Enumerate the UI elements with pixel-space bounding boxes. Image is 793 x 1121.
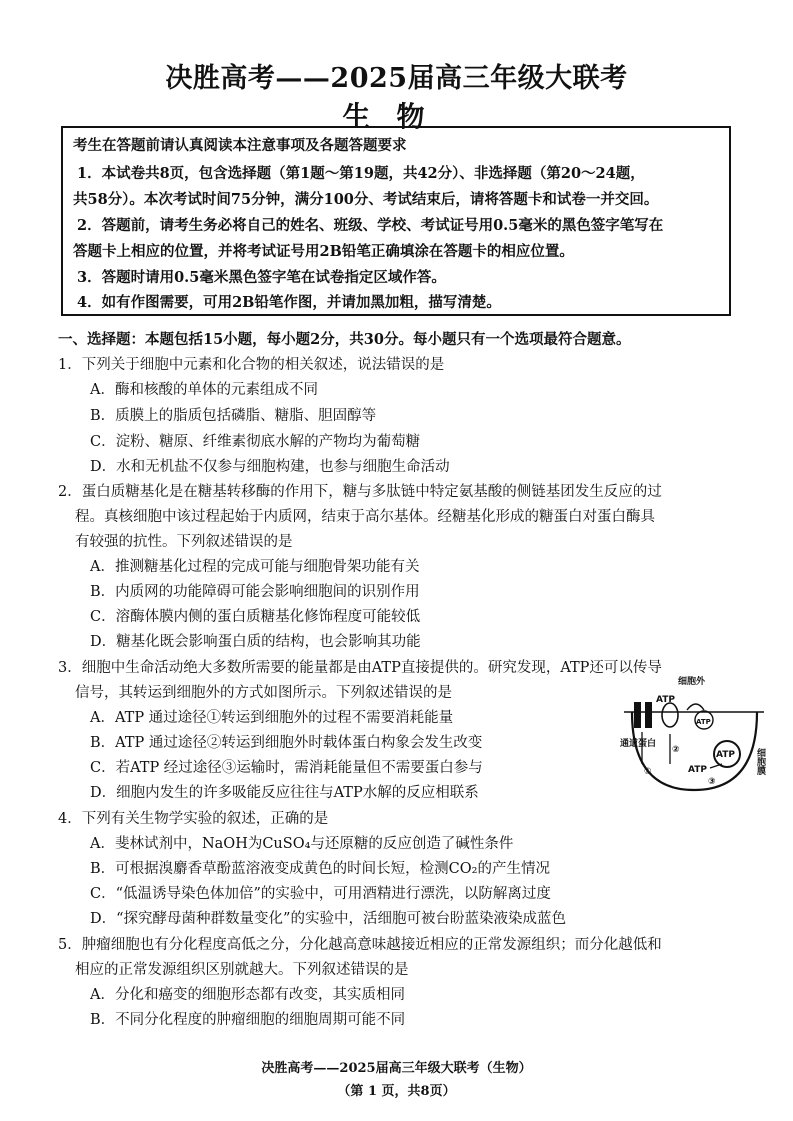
notice-line: 答题卡上相应的位置，并将考试证号用2B铅笔正确填涂在答题卡的相应位置。 — [73, 243, 574, 260]
section-heading: 一、选择题：本题包括15小题，每小题2分，共30分。每小题只有一个选项最符合题意。 — [58, 331, 631, 348]
question-5-stem: 相应的正常发源组织区别就越大。下列叙述错误的是 — [75, 962, 409, 978]
question-3-option-a: A．ATP 通过途径①转运到细胞外的过程不需要消耗能量 — [90, 710, 454, 726]
notice-heading: 考生在答题前请认真阅读本注意事项及各题答题要求 — [73, 137, 407, 154]
label-path-1: ① — [644, 767, 652, 777]
question-4-option-a: A．斐林试剂中，NaOH为CuSO₄与还原糖的反应创造了碱性条件 — [90, 836, 514, 852]
question-4-option-b: B．可根据溴麝香草酚蓝溶液变成黄色的时间长短，检测CO₂的产生情况 — [90, 861, 550, 877]
question-2-option-b: B．内质网的功能障碍可能会影响细胞间的识别作用 — [90, 584, 420, 600]
label-channel-protein: 通道蛋白 — [620, 739, 657, 749]
label-outside: 细胞外 — [678, 677, 706, 687]
question-5-option-b: B．不同分化程度的肿瘤细胞的细胞周期可能不同 — [90, 1012, 406, 1028]
notice-box — [61, 126, 731, 316]
notice-line: 1．本试卷共8页，包含选择题（第1题～第19题，共42分）、非选择题（第20～24题， — [77, 165, 645, 182]
label-atp-top: ATP — [696, 718, 711, 726]
label-atp-outside: ATP — [656, 695, 676, 705]
question-3-option-b: B．ATP 通过途径②转运到细胞外时载体蛋白构象会发生改变 — [90, 735, 483, 751]
label-path-3: ③ — [708, 777, 716, 787]
notice-line: 4．如有作图需要，可用2B铅笔作图，并请加黑加粗，描写清楚。 — [77, 294, 501, 311]
page-footer-number: （第 1 页，共8页） — [337, 1084, 456, 1099]
notice-line: 3．答题时请用0.5毫米黑色签字笔在试卷指定区域作答。 — [77, 269, 446, 286]
question-2-stem: 程。真核细胞中该过程起始于内质网，结束于高尔基体。经糖基化形成的糖蛋白对蛋白酶具 — [75, 509, 655, 525]
page-footer-title: 决胜高考——2025届高三年级大联考（生物） — [261, 1061, 532, 1076]
channel-protein-right — [645, 702, 652, 728]
question-4-option-d: D．“探究酵母菌种群数量变化”的实验中，活细胞可被台盼蓝染液染成蓝色 — [90, 911, 566, 927]
question-2-option-c: C．溶酶体膜内侧的蛋白质糖基化修饰程度可能较低 — [90, 609, 421, 625]
question-1-option-d: D．水和无机盐不仅参与细胞构建，也参与细胞生命活动 — [90, 459, 450, 475]
atp-transport-svg — [612, 672, 772, 802]
exam-subject: 生物 — [342, 100, 451, 133]
question-4-option-c: C．“低温诱导染色体加倍”的实验中，可用酒精进行漂洗，以防解离过度 — [90, 886, 551, 902]
label-path-2: ② — [672, 745, 680, 755]
question-2-option-a: A．推测糖基化过程的完成可能与细胞骨架功能有关 — [90, 559, 420, 575]
exam-title: 决胜高考——2025届高三年级大联考 — [165, 63, 628, 94]
question-1-option-c: C．淀粉、糖原、纤维素彻底水解的产物均为葡萄糖 — [90, 434, 421, 450]
vesicle-fusion-arc — [687, 704, 704, 710]
notice-line: 2．答题前，请考生务必将自己的姓名、班级、学校、考试证号用0.5毫米的黑色签字笔写在 — [77, 217, 664, 234]
question-3-stem: 3．细胞中生命活动绝大多数所需要的能量都是由ATP直接提供的。研究发现，ATP还可以传导 — [58, 660, 662, 676]
question-4-stem: 4．下列有关生物学实验的叙述，正确的是 — [58, 811, 329, 827]
atp-transport-diagram — [612, 672, 772, 802]
question-1-option-b: B．质膜上的脂质包括磷脂、糖脂、胆固醇等 — [90, 408, 377, 424]
label-atp-vesicle: ATP — [716, 750, 736, 760]
question-2-option-d: D．糖基化既会影响蛋白质的结构，也会影响其功能 — [90, 634, 421, 650]
label-membrane: 细胞膜 — [755, 748, 765, 775]
question-3-option-d: D．细胞内发生的许多吸能反应往往与ATP水解的反应相联系 — [90, 785, 479, 801]
question-3-stem: 信号，其转运到细胞外的方式如图所示。下列叙述错误的是 — [75, 685, 452, 701]
channel-protein-left — [634, 702, 641, 728]
question-2-stem: 2．蛋白质糖基化是在糖基转移酶的作用下，糖与多肽链中特定氨基酸的侧链基团发生反应的过 — [58, 484, 662, 500]
carrier-protein — [662, 703, 678, 727]
label-atp-inside: ATP — [688, 765, 708, 775]
question-3-option-c: C．若ATP 经过途径③运输时，需消耗能量但不需要蛋白参与 — [90, 760, 483, 776]
question-5-option-a: A．分化和癌变的细胞形态都有改变，其实质相同 — [90, 987, 405, 1003]
question-2-stem: 有较强的抗性。下列叙述错误的是 — [75, 534, 293, 550]
question-1-stem: 1．下列关于细胞中元素和化合物的相关叙述，说法错误的是 — [58, 357, 445, 373]
question-5-stem: 5．肿瘤细胞也有分化程度高低之分，分化越高意味越接近相应的正常发源组织；而分化越低和 — [58, 937, 662, 953]
notice-line: 共58分）。本次考试时间75分钟，满分100分、考试结束后，请将答题卡和试卷一并交回。 — [73, 191, 659, 208]
question-1-option-a: A．酶和核酸的单体的元素组成不同 — [90, 382, 318, 398]
